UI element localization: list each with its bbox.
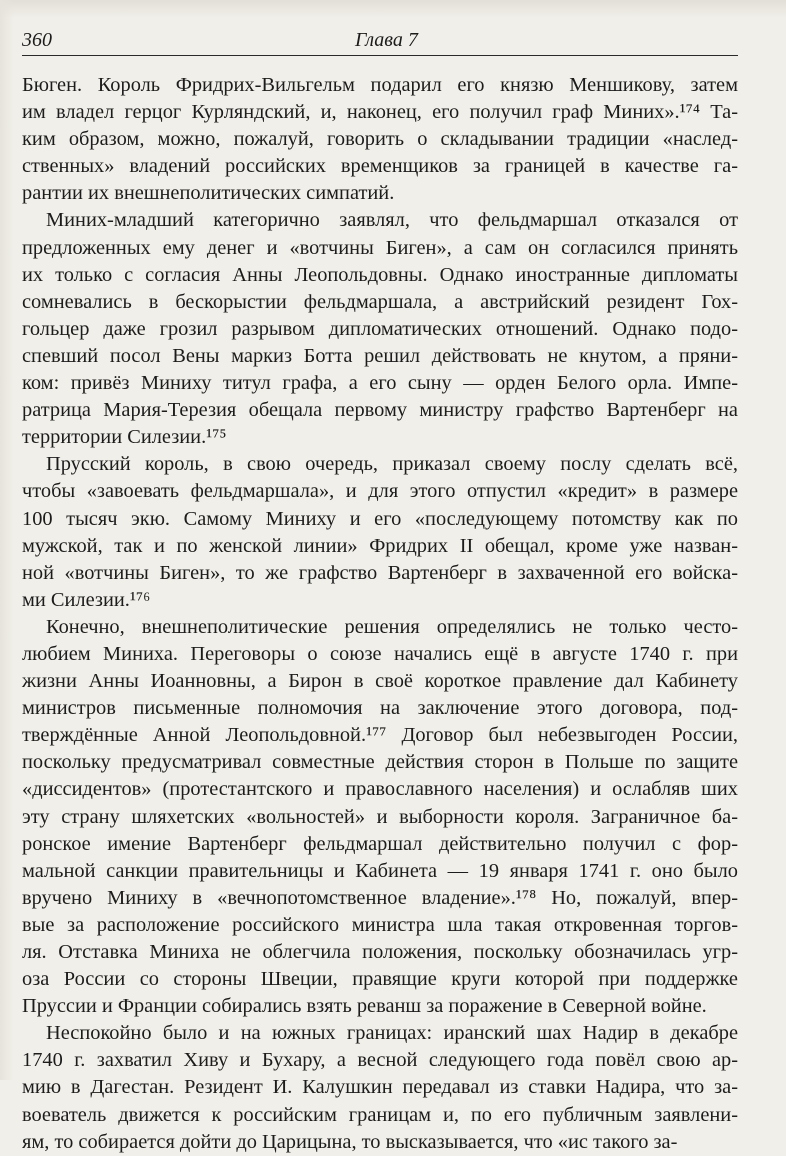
- text-line: спевший посол Вены маркиз Ботта решил действовать не кнутом, а пряни-: [22, 344, 738, 367]
- text-line: Конечно, внешнеполитические решения определялись не только често-: [46, 615, 738, 638]
- text-line: «диссидентов» (протестантского и православного населения) и ослабляв ших: [22, 778, 738, 801]
- text-line: 100 тысяч экю. Самому Миниху и его «последующему потомству как по: [22, 507, 738, 530]
- text-line: Неспокойно было и на южных границах: иранский шах Надир в декабре: [46, 1022, 738, 1045]
- text-line: любием Миниха. Переговоры о союзе начались ещё в августе 1740 г. при: [22, 642, 738, 665]
- text-line: чтобы «завоевать фельдмаршала», и для этого отпустил «кредит» в размере: [22, 480, 738, 503]
- header-rule: [22, 55, 738, 56]
- text-line: ми Силезии.¹⁷⁶: [22, 588, 151, 611]
- text-line: их только с согласия Анны Леопольдовны. Однако иностранные дипломаты: [22, 263, 738, 286]
- text-line: сомневались в бескорыстии фельдмаршала, а австрийский резидент Гох-: [22, 290, 738, 313]
- text-line: министров письменные полномочия на заключение этого договора, под-: [22, 697, 738, 720]
- text-line: эту страну шляхетских «вольностей» и выборности короля. Заграничное ба-: [22, 805, 738, 828]
- text-line: жизни Анны Иоанновны, а Бирон в своё короткое правление дал Кабинету: [22, 670, 738, 693]
- page-gutter-shadow: [0, 0, 14, 1080]
- page-edge-shadow: [0, 0, 786, 18]
- text-line: гольцер даже грозил разрывом дипломатических отношений. Однако подо-: [22, 317, 738, 340]
- text-line: мальной санкции правительницы и Кабинета — 19 января 1741 г. оно было: [22, 859, 738, 882]
- page-number: 360: [22, 29, 52, 51]
- text-line: воеватель движется к российским границам и, по его публичным заявлени-: [22, 1103, 738, 1126]
- text-line: предложенных ему денег и «вотчины Биген», а сам он согласился принять: [22, 236, 738, 259]
- text-line: ной «вотчины Биген», то же графство Вартенберг в захваченной его войска-: [22, 561, 738, 584]
- text-line: 1740 г. захватил Хиву и Бухару, а весной следующего года повёл свою ар-: [22, 1049, 738, 1072]
- paragraph: [22, 72, 738, 207]
- text-line: ственных» владений российских временщиков за границей в качестве га-: [22, 155, 738, 178]
- text-line: ронское имение Вартенберг фельдмаршал действительно получил с фор-: [22, 832, 738, 855]
- text-line: ля. Отставка Миниха не облегчила положения, поскольку обозначилась угр-: [22, 941, 738, 963]
- chapter-title: Глава 7: [355, 29, 418, 51]
- text-line: Пруссии и Франции собирались взять реванш за поражение в Северной войне.: [22, 995, 707, 1018]
- text-line: мужской, так и по женской линии» Фридрих II обещал, кроме уже назван-: [22, 534, 738, 557]
- text-line: им владел герцог Курляндский, и, наконец, его получил граф Миних».¹⁷⁴ Та-: [22, 101, 738, 124]
- text-line: ком: привёз Миниху титул графа, а его сыну — орден Белого орла. Импе-: [22, 372, 738, 395]
- text-line: территории Силезии.¹⁷⁵: [22, 426, 227, 449]
- paragraph: [22, 614, 738, 1020]
- text-line: ям, то собирается дойти до Царицына, то высказывается, что «ис такого за-: [22, 1130, 678, 1153]
- text-line: Миних-младший категорично заявлял, что фельдмаршал отказался от: [46, 209, 738, 232]
- text-line: поскольку предусматривал совместные действия сторон в Польше по защите: [22, 751, 738, 774]
- body-text: [22, 72, 738, 1156]
- text-line: мию в Дагестан. Резидент И. Калушкин передавал из ставки Надира, что за-: [22, 1076, 738, 1099]
- text-line: Прусский король, в свою очередь, приказал своему послу сделать всё,: [46, 453, 738, 476]
- text-line: тверждённые Анной Леопольдовной.¹⁷⁷ Договор был небезвыгоден России,: [22, 724, 738, 747]
- text-line: вые за расположение российского министра шла такая откровенная торгов-: [22, 913, 738, 936]
- paragraph: [22, 451, 738, 614]
- paragraph: [22, 1020, 738, 1155]
- text-line: ким образом, можно, пожалуй, говорить о складывании традиции «наслед-: [22, 128, 738, 151]
- text-line: Бюген. Король Фридрих-Вильгельм подарил его князю Меншикову, затем: [22, 74, 738, 96]
- text-line: рантии их внешнеполитических симпатий.: [22, 182, 395, 205]
- text-line: вручено Миниху в «вечнопотомственное владение».¹⁷⁸ Но, пожалуй, впер-: [22, 886, 738, 909]
- paragraph: [22, 207, 738, 451]
- text-line: ратрица Мария-Терезия обещала первому министру графство Вартенберг на: [22, 399, 738, 422]
- text-line: оза России со стороны Швеции, правящие круги которой при поддержке: [22, 968, 738, 991]
